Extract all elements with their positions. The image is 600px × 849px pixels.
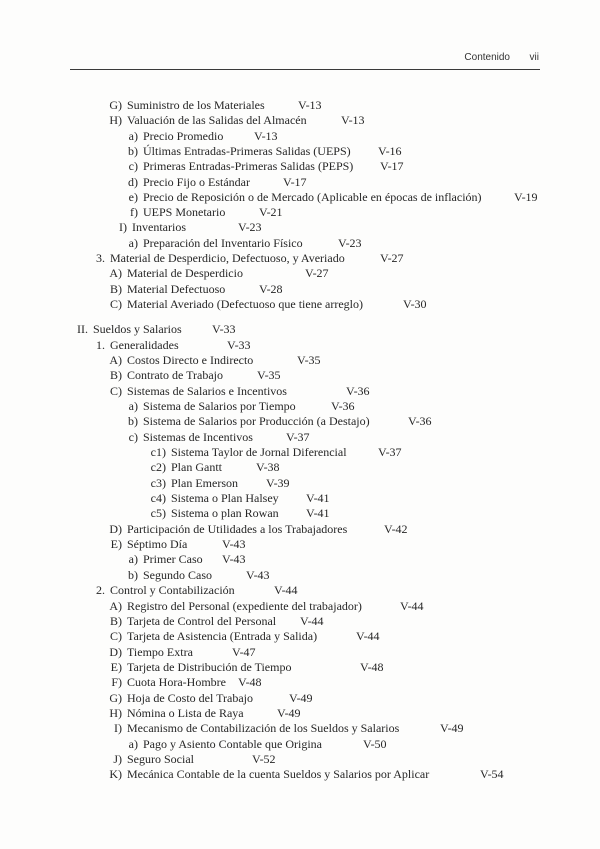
toc-entry-page: V-48 [360, 660, 384, 674]
toc-entry [98, 353, 321, 368]
toc-entry-page: V-42 [384, 522, 408, 536]
toc-entry [98, 675, 262, 690]
toc-entry-page: V-43 [246, 568, 270, 582]
toc-entry-title: Suministro de los Materiales [127, 98, 265, 112]
toc-entry-page: V-23 [338, 236, 362, 250]
toc-entry [114, 737, 387, 752]
toc-entry-page: V-27 [380, 251, 404, 265]
toc-entry-page: V-17 [380, 159, 404, 173]
toc-entry-title: Seguro Social [127, 752, 194, 766]
toc-entry [114, 552, 246, 567]
toc-entry-marker: A) [109, 353, 122, 367]
toc-entry-title: Mecánica Contable de la cuenta Sueldos y Salarios por Aplicar [127, 767, 430, 781]
toc-entry-marker: A) [109, 266, 122, 280]
toc-entry [81, 583, 298, 598]
toc-entry-title: Control y Contabilización [110, 583, 235, 597]
toc-entry [98, 384, 370, 399]
toc-entry-page: V-47 [232, 645, 256, 659]
toc-entry-page: V-50 [363, 737, 387, 751]
toc-entry-marker: D) [109, 645, 122, 659]
toc-entry-marker: G) [109, 98, 122, 112]
toc-entry-marker: H) [109, 113, 122, 127]
toc-entry [98, 706, 301, 721]
toc-entry-marker: c3) [150, 476, 166, 490]
toc-entry [136, 506, 330, 521]
toc-entry [81, 338, 251, 353]
toc-entry-page: V-36 [346, 384, 370, 398]
toc-entry [98, 691, 313, 706]
toc-entry-title: Nómina o Lista de Raya [127, 706, 244, 720]
toc-entry-marker: c4) [150, 491, 166, 505]
toc-entry [114, 414, 432, 429]
toc-entry [114, 144, 402, 159]
toc-entry-marker: G) [109, 691, 122, 705]
toc-entry-title: Material de Desperdicio, Defectuoso, y Averiado [110, 251, 345, 265]
toc-entry [98, 522, 408, 537]
toc-entry [114, 159, 404, 174]
toc-entry-title: Preparación del Inventario Físico [143, 236, 303, 250]
toc-entry [114, 129, 278, 144]
toc-entry-page: V-23 [238, 220, 262, 234]
toc-entry-marker: 2. [96, 583, 105, 597]
toc-entry-marker: a) [128, 236, 138, 250]
toc-entry-title: Tarjeta de Distribución de Tiempo [127, 660, 292, 674]
toc-entry-page: V-39 [266, 476, 290, 490]
toc-entry-page: V-48 [238, 675, 262, 689]
toc-entry-page: V-21 [259, 205, 283, 219]
toc-entry-title: Precio Promedio [143, 129, 224, 143]
toc-entry-title: Registro del Personal (expediente del trabajador) [127, 599, 362, 613]
toc-entry-marker: B) [110, 614, 122, 628]
toc-entry-marker: II. [77, 322, 88, 336]
toc-entry-page: V-27 [305, 266, 329, 280]
toc-entry-marker: a) [128, 399, 138, 413]
toc-entry-page: V-38 [256, 460, 280, 474]
toc-entry-title: Sistema Taylor de Jornal Diferencial [171, 445, 347, 459]
toc-entry-title: UEPS Monetario [143, 205, 226, 219]
toc-entry-page: V-30 [403, 297, 427, 311]
toc-entry-page: V-49 [440, 721, 464, 735]
toc-entry-page: V-35 [297, 353, 321, 367]
toc-entry-marker: f) [130, 205, 138, 219]
toc-entry [98, 282, 283, 297]
toc-entry-marker: D) [109, 522, 122, 536]
toc-entry-title: Plan Emerson [171, 476, 238, 490]
toc-entry-page: V-16 [378, 144, 402, 158]
toc-entry-page: V-49 [289, 691, 313, 705]
toc-entry-marker: F) [111, 675, 122, 689]
toc-entry-title: Primer Caso [143, 552, 203, 566]
toc-entry-page: V-52 [252, 752, 276, 766]
toc-entry [136, 491, 330, 506]
toc-entry [98, 767, 504, 782]
toc-entry-page: V-33 [227, 338, 251, 352]
toc-entry-page: V-44 [300, 614, 324, 628]
toc-entry-title: Sueldos y Salarios [93, 322, 182, 336]
toc-entry-title: Tarjeta de Control del Personal [127, 614, 277, 628]
toc-entry-page: V-13 [341, 113, 365, 127]
toc-entry-page: V-54 [480, 767, 504, 781]
toc-entry-page: V-37 [378, 445, 402, 459]
toc-entry-title: Costos Directo e Indirecto [127, 353, 254, 367]
toc-entry [81, 251, 404, 266]
toc-entry-marker: C) [110, 297, 122, 311]
toc-entry [98, 113, 365, 128]
toc-entry-marker: K) [109, 767, 122, 781]
toc-entry-page: V-43 [222, 552, 246, 566]
toc-entry-title: Segundo Caso [143, 568, 212, 582]
toc-entry-page: V-17 [283, 175, 307, 189]
toc-entry-title: Precio Fijo o Estándar [143, 175, 250, 189]
toc-entry-title: Material Defectuoso [127, 282, 226, 296]
toc-entry-marker: c2) [150, 460, 166, 474]
toc-entry [114, 175, 307, 190]
toc-entry-page: V-44 [274, 583, 298, 597]
toc-entry [98, 98, 322, 113]
toc-entry-page: V-44 [356, 629, 380, 643]
toc-entry-title: Sistema o Plan Halsey [171, 491, 279, 505]
toc-entry-page: V-35 [257, 368, 281, 382]
toc-entry-title: Contrato de Trabajo [127, 368, 223, 382]
toc-entry-marker: 3. [96, 251, 105, 265]
toc-entry [114, 399, 355, 414]
toc-entry-title: Sistema o plan Rowan [171, 506, 279, 520]
toc-entry-marker: J) [113, 752, 122, 766]
toc-entry-title: Sistema de Salarios por Producción (a Destajo) [143, 414, 370, 428]
toc-entry [98, 721, 464, 736]
toc-entry-page: V-13 [298, 98, 322, 112]
toc-entry-page: V-44 [400, 599, 424, 613]
toc-entry-title: Inventarios [132, 220, 186, 234]
toc-entry-marker: E) [110, 537, 122, 551]
toc-entry-marker: A) [109, 599, 122, 613]
toc-entry-marker: c1) [150, 445, 166, 459]
toc-entry-page: V-41 [306, 506, 330, 520]
header-page-number: vii [529, 52, 539, 63]
toc-entry [98, 297, 427, 312]
toc-entry-title: Mecanismo de Contabilización de los Sueldos y Salarios [127, 721, 400, 735]
toc-entry-title: Material Averiado (Defectuoso que tiene arreglo) [127, 297, 364, 311]
toc-entry-marker: I) [114, 721, 122, 735]
toc-entry [136, 460, 280, 475]
toc-entry-marker: C) [110, 629, 122, 643]
toc-entry-page: V-43 [222, 537, 246, 551]
toc-entry [136, 445, 402, 460]
toc-entry [98, 368, 281, 383]
toc-entry-title: Últimas Entradas-Primeras Salidas (UEPS) [143, 144, 351, 158]
toc-entry-title: Pago y Asiento Contable que Origina [143, 737, 322, 751]
toc-entry-page: V-41 [306, 491, 330, 505]
toc-entry-title: Séptimo Día [127, 537, 188, 551]
toc-entry-page: V-19 [514, 190, 538, 204]
toc-entry-page: V-49 [277, 706, 301, 720]
toc-entry-marker: H) [109, 706, 122, 720]
toc-entry-page: V-36 [408, 414, 432, 428]
toc-entry [98, 629, 380, 644]
toc-entry-title: Material de Desperdicio [127, 266, 243, 280]
toc-entry-title: Hoja de Costo del Trabajo [127, 691, 253, 705]
toc-entry-marker: b) [128, 568, 138, 582]
toc-entry [98, 266, 329, 281]
toc-entry [103, 220, 262, 235]
toc-entry-marker: c) [128, 159, 138, 173]
toc-entry-marker: E) [110, 660, 122, 674]
toc-entry-marker: a) [128, 129, 138, 143]
toc-entry-marker: I) [119, 220, 127, 234]
toc-entry [114, 190, 538, 205]
toc-entry-marker: c) [128, 430, 138, 444]
toc-entry [98, 645, 256, 660]
toc-entry-title: Plan Gantt [171, 460, 222, 474]
toc-entry [114, 236, 362, 251]
toc-entry-marker: a) [128, 552, 138, 566]
toc-entry-title: Tarjeta de Asistencia (Entrada y Salida) [127, 629, 318, 643]
toc-entry [114, 568, 270, 583]
toc-entry-page: V-36 [331, 399, 355, 413]
toc-entry-marker: 1. [96, 338, 105, 352]
toc-entry-marker: e) [128, 190, 138, 204]
toc-entry-page: V-13 [254, 129, 278, 143]
toc-entry-marker: b) [128, 414, 138, 428]
toc-entry-page: V-28 [259, 282, 283, 296]
toc-entry-title: Cuota Hora-Hombre [127, 675, 226, 689]
toc-entry [98, 599, 424, 614]
toc-entry-title: Tiempo Extra [127, 645, 193, 659]
toc-entry-marker: a) [128, 737, 138, 751]
toc-entry-marker: B) [110, 368, 122, 382]
header-title: Contenido [464, 52, 510, 63]
toc-entry [136, 476, 290, 491]
toc-entry-page: V-33 [212, 322, 236, 336]
toc-entry [114, 430, 310, 445]
toc-entry-marker: B) [110, 282, 122, 296]
toc-entry-marker: d) [128, 175, 138, 189]
toc-entry-title: Primeras Entradas-Primeras Salidas (PEPS) [143, 159, 354, 173]
toc-entry [98, 660, 384, 675]
toc-entry-title: Valuación de las Salidas del Almacén [127, 113, 307, 127]
toc-entry-title: Sistema de Salarios por Tiempo [143, 399, 296, 413]
toc-entry-title: Precio de Reposición o de Mercado (Aplicable en épocas de inflación) [143, 190, 482, 204]
toc-entry [64, 322, 236, 337]
toc-entry-title: Participación de Utilidades a los Trabajadores [127, 522, 348, 536]
toc-entry-marker: b) [128, 144, 138, 158]
toc-entry-marker: C) [110, 384, 122, 398]
toc-entry [98, 537, 246, 552]
toc-entry [114, 205, 283, 220]
toc-entry-page: V-37 [286, 430, 310, 444]
toc-entry-title: Sistemas de Salarios e Incentivos [127, 384, 287, 398]
toc-entry-title: Generalidades [110, 338, 179, 352]
toc-entry [98, 752, 276, 767]
toc-entry-title: Sistemas de Incentivos [143, 430, 253, 444]
toc-entry-marker: c5) [150, 506, 166, 520]
toc-entry [98, 614, 324, 629]
